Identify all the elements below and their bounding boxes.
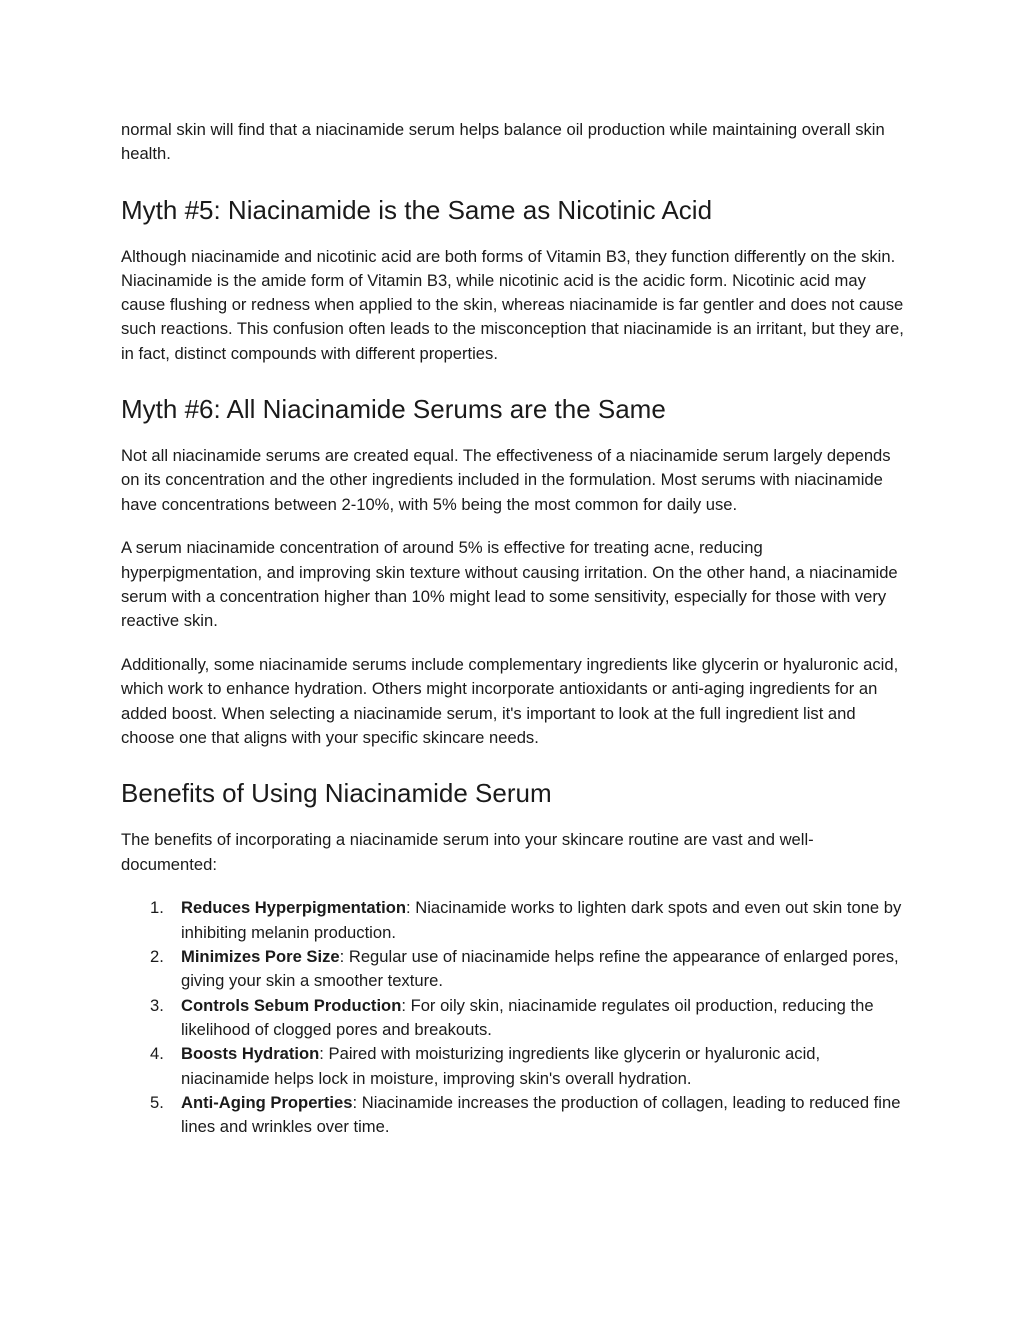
list-number: 3. <box>150 995 164 1015</box>
list-item-text: : Regular use of niacinamide helps refine the appearance of enlarged pores, giving your skin a smoother texture. <box>181 947 899 991</box>
list-item-text: : For oily skin, niacinamide regulates oil production, reducing the likelihood of clogged pores and breakouts. <box>181 995 874 1039</box>
list-number: 4. <box>150 1044 164 1064</box>
list-item-title: Minimizes Pore Size <box>181 947 340 967</box>
myth5-heading: Myth #5: Niacinamide is the Same as Nicotinic Acid <box>121 194 713 225</box>
benefits-list <box>121 896 906 1139</box>
list-item <box>121 896 906 945</box>
list-item-title: Boosts Hydration <box>181 1044 320 1064</box>
benefits-intro-paragraph: The benefits of incorporating a niacinamide serum into your skincare routine are vast and well-documented: <box>121 830 814 874</box>
list-item-title: Reduces Hyperpigmentation <box>181 898 406 918</box>
list-item <box>121 1091 906 1140</box>
intro-tail-paragraph: normal skin will find that a niacinamide serum helps balance oil production while maintaining overall skin health. <box>121 120 885 164</box>
myth6-heading: Myth #6: All Niacinamide Serums are the Same <box>121 394 666 425</box>
list-item-text: : Niacinamide increases the production of collagen, leading to reduced fine lines and wrinkles over time. <box>181 1092 901 1137</box>
list-item-title: Anti-Aging Properties <box>181 1092 353 1112</box>
document-page <box>121 118 906 1139</box>
benefits-heading: Benefits of Using Niacinamide Serum <box>121 778 552 809</box>
myth6-paragraph-3: Additionally, some niacinamide serums include complementary ingredients like glycerin or hyaluronic acid, which work to enhance hydration. Others might incorporate antioxidants or anti-aging ingredients for an added boost. When selecting a niacinamide serum, it's important to look at the full ingredient list and choose one that aligns with your specific skincare needs. <box>121 655 899 748</box>
myth6-paragraph-1: Not all niacinamide serums are created equal. The effectiveness of a niacinamide serum largely depends on its concentration and the other ingredients included in the formulation. Most serums with niacinamide have concentrations between 2-10%, with 5% being the most common for daily use. <box>121 446 891 514</box>
myth6-paragraph-2: A serum niacinamide concentration of around 5% is effective for treating acne, reducing hyperpigmentation, and improving skin texture without causing irritation. On the other hand, a niacinamide serum with a concentration higher than 10% might lead to some sensitivity, especially for those with very reactive skin. <box>121 538 898 631</box>
list-item <box>121 1042 906 1091</box>
list-item-text: : Niacinamide works to lighten dark spots and even out skin tone by inhibiting melanin production. <box>181 898 902 942</box>
list-item-text: : Paired with moisturizing ingredients like glycerin or hyaluronic acid, niacinamide helps lock in moisture, improving skin's overall hydration. <box>181 1044 821 1088</box>
list-item <box>121 994 906 1043</box>
list-number: 5. <box>150 1092 164 1112</box>
myth5-paragraph: Although niacinamide and nicotinic acid are both forms of Vitamin B3, they function differently on the skin. Niacinamide is the amide form of Vitamin B3, while nicotinic acid is the acidic form. Nicotinic acid may cause flushing or redness when applied to the skin, whereas niacinamide is far gentler and does not cause such reactions. This confusion often leads to the misconception that niacinamide is an irritant, but they are, in fact, distinct compounds with different properties. <box>121 246 904 363</box>
list-number: 1. <box>150 898 164 918</box>
list-number: 2. <box>150 947 164 967</box>
list-item-title: Controls Sebum Production <box>181 995 402 1015</box>
list-item <box>121 945 906 994</box>
